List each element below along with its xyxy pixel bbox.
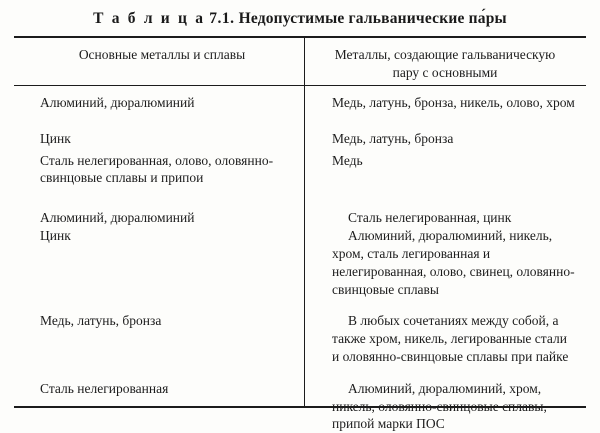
- cell-paired-metal: Медь, латунь, бронза, никель, олово, хром: [332, 95, 575, 110]
- table-row: [14, 85, 586, 112]
- caption-title: Недопустимые гальванические па́ры: [238, 10, 507, 27]
- cell-paired-metal: Алюминий, дюралюминий, никель, хром, сталь легированная и нелегированная, олово, свинец, оловянно-свинцовые сплавы: [332, 228, 575, 297]
- header-cell-galvanic-metals-line2: пару с основными: [392, 65, 498, 81]
- table-header-row: [14, 38, 586, 85]
- cell-base-metal: Цинк: [40, 228, 71, 244]
- cell-paired-metal: Медь, латунь, бронза: [332, 130, 454, 146]
- cell-paired-metal: Алюминий, дюралюминий, хром, никель, оловянно-свинцовые сплавы, припой марки ПОС: [332, 380, 547, 432]
- table-caption: [0, 0, 600, 36]
- table-row: [14, 298, 586, 365]
- cell-base-metal: Алюминий, дюралюминий: [40, 95, 195, 110]
- header-cell-base-metals: Основные металлы и сплавы: [78, 47, 246, 62]
- cell-base-metal: Сталь нелегированная, олово, оловянно-свинцовые сплавы и припои: [40, 152, 274, 186]
- galvanic-pairs-table: [14, 36, 586, 432]
- table-body: [14, 85, 586, 432]
- cell-base-metal: Сталь нелегированная: [40, 380, 169, 396]
- table-row: [14, 227, 586, 298]
- cell-base-metal: Медь, латунь, бронза: [40, 313, 162, 329]
- table-row: [14, 187, 586, 227]
- table-row: [14, 148, 586, 188]
- cell-paired-metal: Сталь нелегированная, цинк: [348, 210, 512, 226]
- header-cell-galvanic-metals-line1: Металлы, создающие гальваническую: [334, 47, 556, 62]
- table-row: [14, 112, 586, 148]
- cell-base-metal: Цинк: [40, 130, 71, 146]
- caption-label: Т а б л и ц а: [93, 10, 206, 27]
- caption-number: 7.1.: [209, 10, 235, 27]
- cell-base-metal: Алюминий, дюралюминий: [40, 210, 195, 226]
- cell-paired-metal: В любых сочетаниях между собой, а также хром, никель, легированные стали и оловянно-свинцовые сплавы при пайке: [332, 313, 569, 364]
- header-cell-galvanic-metals: [304, 38, 582, 85]
- cell-paired-metal: Медь: [332, 152, 363, 168]
